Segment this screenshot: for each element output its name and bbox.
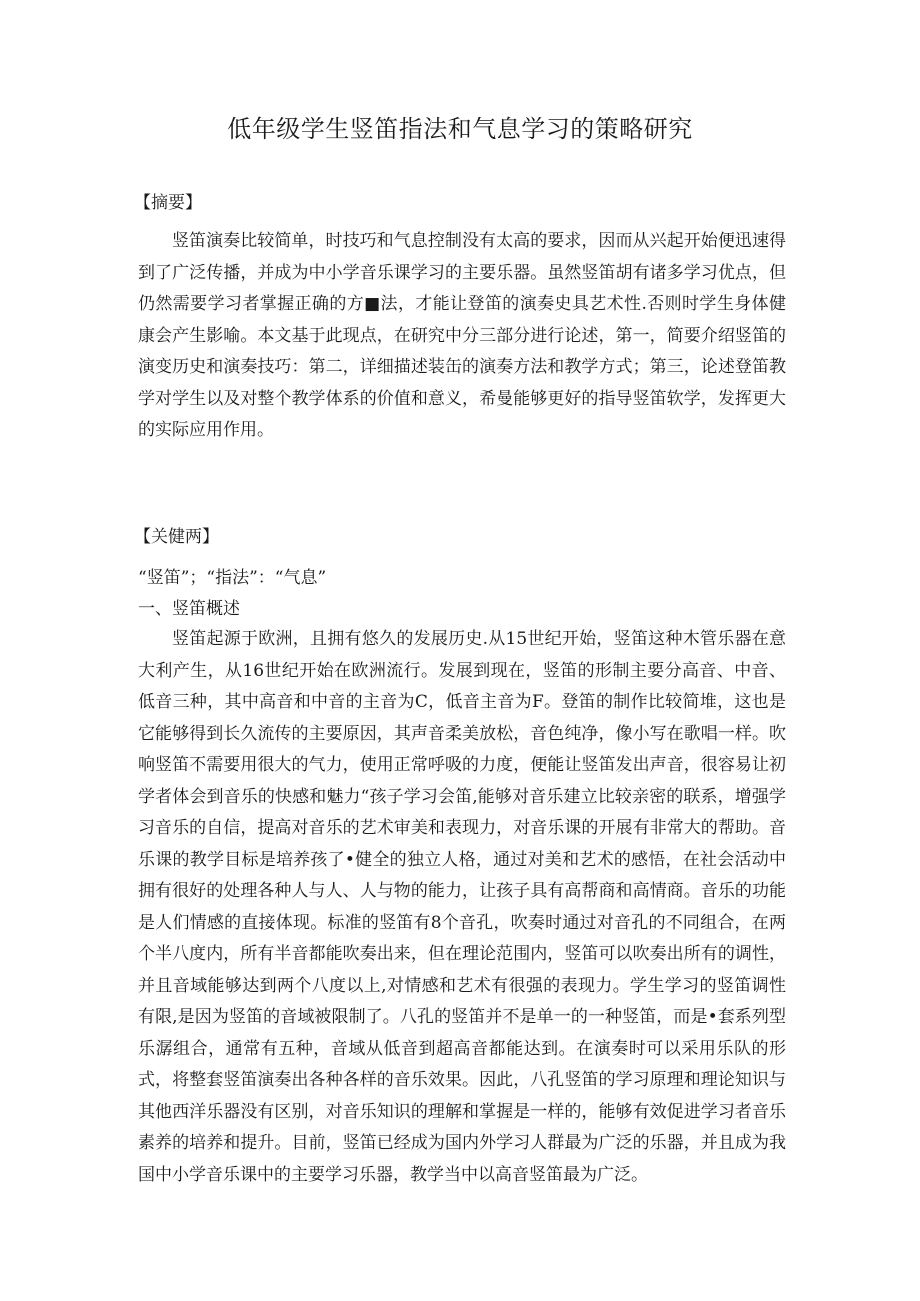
keywords-text: “竖笛”；“指法”：“气息” <box>138 568 327 588</box>
keywords-heading: 【关健两】 <box>134 527 219 547</box>
section-1-heading: 一、竖笛概述 <box>138 599 240 619</box>
abstract-paragraph: 竖笛演奏比较简单，时技巧和气息控制没有太高的要求，因而从兴起开始便迅速得到了广泛传播，并成为中小学音乐课学习的主要乐器。虽然竖笛胡有诸多学习优点，但仍然需要学习者掌握正确的方■法，才能让登笛的演奏史具艺术性.否则时学生身体健康会产生影喻。本文基于此现点，在研究中分三部分进行论述，第一，简要介绍竖笛的演变历史和演奏技巧：第二，详细描述装缶的演奏方法和教学方式；第三，论述登笛教学对学生以及对整个教学体系的价值和意义，希曼能够更好的指导竖笛软学，发挥更大的实际应用作用。 <box>138 231 786 440</box>
section-1-paragraph: 竖笛起源于欧洲，且拥有悠久的发展历史.从15世纪开始，竖笛这种木管乐器在意大利产生，从16世纪开始在欧洲流行。发展到现在，竖笛的形制主要分高音、中音、低音三种，其中高音和中音的主音为C，低音主音为F。登笛的制作比较简堆，这也是它能够得到长久流传的主要原因，其声音柔美放松，音色纯净，像小写在歌唱一样。吹响竖笛不需要用很大的气力，使用正常呼吸的力度，便能让竖笛发出声音，很容易让初学者体会到音乐的快感和魅力“孩子学习会笛,能够对音乐建立比较亲密的联系，增强学习音乐的自信，提高对音乐的艺术审美和表现力，对音乐课的开展有非常大的帮助。音乐课的教学目标是培养孩了•健全的独立人格，通过对美和艺术的感悟，在社会活动中拥有很好的处理各种人与人、人与物的能力，让孩子具有高帮商和高情商。音乐的功能是人们情感的直接体现。标准的竖笛有8个音孔，吹奏时通过对音孔的不同组合，在两个半八度内，所有半音都能吹奏出来，但在理论范围内，竖笛可以吹奏出所有的调性，并且音域能够达到两个八度以上,对情感和艺术有很强的表现力。学生学习的竖笛调性有限,是因为竖笛的音域被限制了。八孔的竖笛并不是单一的一种竖笛，而是•套系列型乐潺组合，通常有五种，音域从低音到超高音都能达到。在演奏时可以采用乐队的形式，将整套竖笛演奏出各种各样的音乐效果。因此，八孔竖笛的学习原理和理论知识与其他西洋乐器没有区别，对音乐知识的理解和掌握是一样的，能够有效促进学习者音乐素养的培养和提升。目前，竖笛已经成为国内外学习人群最为广泛的乐器，并且成为我国中小学音乐课中的主要学习乐器，教学当中以高音竖笛最为广泛。 <box>138 629 786 1185</box>
abstract-heading: 【摘要】 <box>134 193 202 213</box>
document-title: 低年级学生竖笛指法和气息学习的策略研究 <box>227 115 693 143</box>
